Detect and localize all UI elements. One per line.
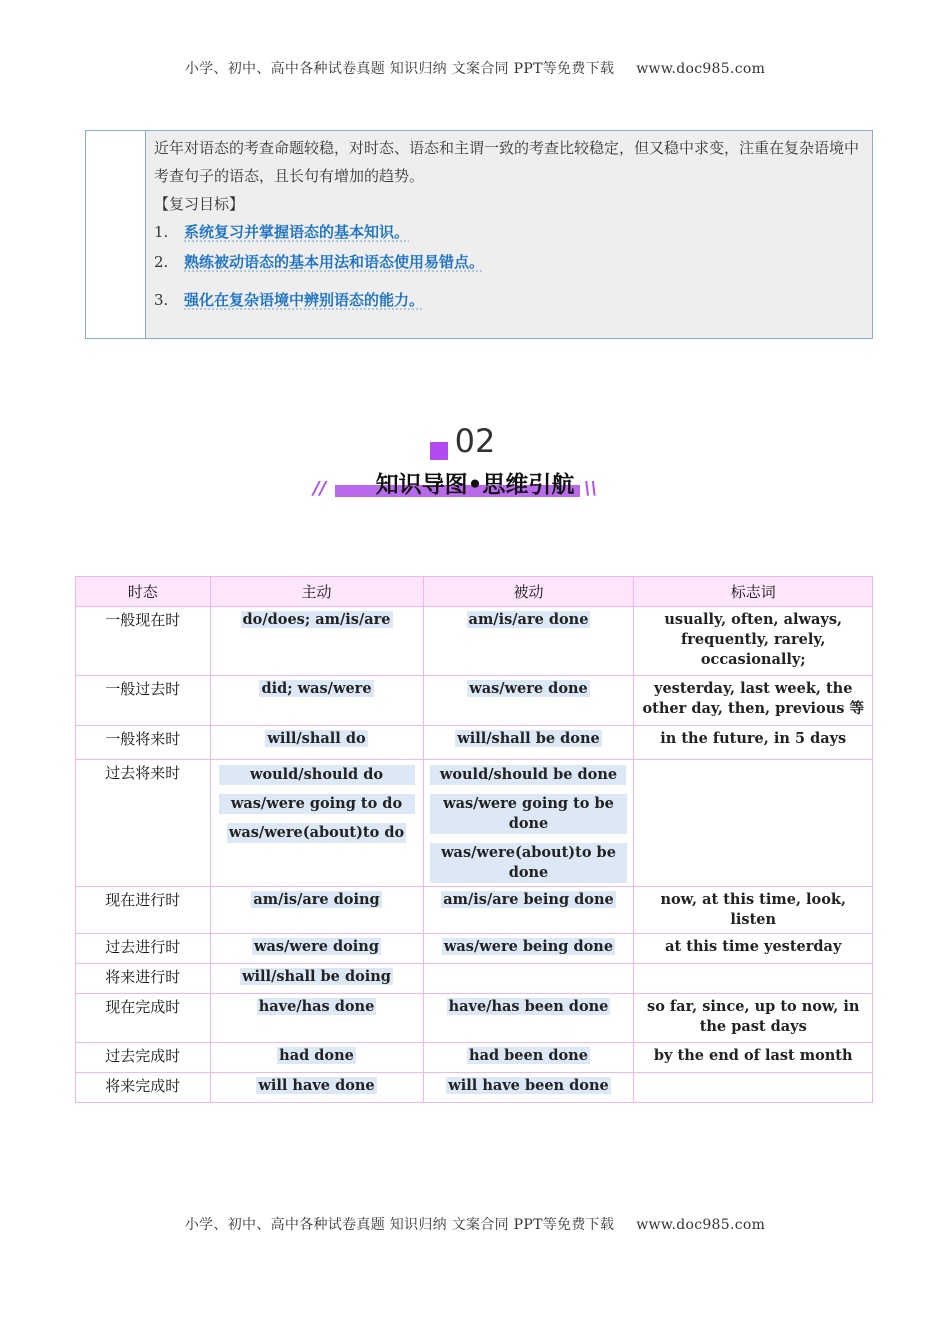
active-form-text: do/does; am/is/are xyxy=(242,611,391,628)
marker-words: at this time yesterday xyxy=(634,934,873,964)
review-goals-title: 【复习目标】 xyxy=(154,195,245,213)
marker-words: so far, since, up to now, in the past days xyxy=(634,994,873,1043)
passive-form xyxy=(423,1043,634,1073)
active-form xyxy=(210,760,423,887)
review-box-content xyxy=(146,131,872,338)
tense-name: 过去将来时 xyxy=(76,760,211,887)
passive-form xyxy=(423,760,634,887)
table-row xyxy=(76,934,873,964)
tense-name: 过去进行时 xyxy=(76,934,211,964)
active-form xyxy=(210,994,423,1043)
review-goal xyxy=(154,248,864,276)
active-form-text: am/is/are doing xyxy=(253,891,380,908)
review-box xyxy=(85,130,873,339)
table-row xyxy=(76,887,873,934)
passive-form-text: will/shall be done xyxy=(457,730,600,747)
active-form-text: will have done xyxy=(258,1077,375,1094)
active-form xyxy=(210,934,423,964)
review-intro: 近年对语态的考查命题较稳，对时态、语态和主谓一致的考查比较稳定，但又稳中求变，注重在复杂语境中考查句子的语态，且长句有增加的趋势。 xyxy=(154,139,860,185)
active-form xyxy=(210,676,423,726)
table-row xyxy=(76,760,873,887)
table-row xyxy=(76,607,873,676)
marker-words: in the future, in 5 days xyxy=(634,726,873,760)
passive-form-list xyxy=(430,763,628,883)
footer-text: 小学、初中、高中各种试卷真题 知识归纳 文案合同 PPT等免费下载 xyxy=(184,1217,615,1233)
active-form-text: would/should do xyxy=(219,765,415,785)
tense-name: 过去完成时 xyxy=(76,1043,211,1073)
tense-table xyxy=(75,576,873,1103)
section-title xyxy=(0,466,950,499)
decor-slash-left: // xyxy=(313,478,327,499)
passive-form-text: would/should be done xyxy=(430,765,626,785)
header-active: 主动 xyxy=(210,577,423,607)
marker-words: by the end of last month xyxy=(634,1043,873,1073)
passive-form xyxy=(423,726,634,760)
footer-url[interactable]: www.doc985.com xyxy=(636,1217,766,1233)
goal-text: 熟练被动语态的基本用法和语态使用易错点。 xyxy=(184,253,485,271)
review-goal xyxy=(154,218,864,246)
tense-name: 一般将来时 xyxy=(76,726,211,760)
passive-form xyxy=(423,934,634,964)
passive-form-text: was/were going to be done xyxy=(430,794,628,834)
table-row xyxy=(76,1043,873,1073)
passive-form-text: was/were(about)to be done xyxy=(430,843,628,883)
passive-form xyxy=(423,887,634,934)
tense-name: 一般过去时 xyxy=(76,676,211,726)
active-form xyxy=(210,1073,423,1103)
passive-form-text: am/is/are being done xyxy=(443,891,614,908)
marker-words: now, at this time, look, listen xyxy=(634,887,873,934)
table-row xyxy=(76,726,873,760)
marker-words: yesterday, last week, the other day, then, previous 等 xyxy=(634,676,873,726)
active-form-text: had done xyxy=(279,1047,354,1064)
passive-form-text: will have been done xyxy=(448,1077,609,1094)
passive-form xyxy=(423,607,634,676)
passive-form-text: have/has been done xyxy=(448,998,609,1015)
section-number-accent xyxy=(430,442,448,460)
active-form xyxy=(210,607,423,676)
section-number xyxy=(0,422,950,460)
passive-form-text: was/were done xyxy=(469,680,588,697)
passive-form-text: had been done xyxy=(469,1047,588,1064)
header-url[interactable]: www.doc985.com xyxy=(636,61,766,77)
decor-slash-right: \\ xyxy=(584,478,598,499)
tense-name: 将来进行时 xyxy=(76,964,211,994)
table-row xyxy=(76,1073,873,1103)
active-form-text: was/were going to do xyxy=(219,794,415,814)
marker-words xyxy=(634,1073,873,1103)
table-row xyxy=(76,964,873,994)
active-form-text: did; was/were xyxy=(261,680,372,697)
active-form-list xyxy=(217,763,417,843)
header-passive: 被动 xyxy=(423,577,634,607)
active-form xyxy=(210,726,423,760)
active-form xyxy=(210,1043,423,1073)
table-header-row xyxy=(76,577,873,607)
passive-form xyxy=(423,964,634,994)
active-form-text: will/shall do xyxy=(267,730,366,747)
active-form-text: was/were(about)to do xyxy=(228,824,405,841)
header-markers: 标志词 xyxy=(634,577,873,607)
active-form xyxy=(210,964,423,994)
passive-form xyxy=(423,676,634,726)
marker-words: usually, often, always, frequently, rarely, occasionally; xyxy=(634,607,873,676)
tense-name: 现在进行时 xyxy=(76,887,211,934)
marker-words xyxy=(634,964,873,994)
section-title-text: 知识导图•思维引航 xyxy=(375,472,575,498)
goal-text: 系统复习并掌握语态的基本知识。 xyxy=(184,223,410,241)
header-text: 小学、初中、高中各种试卷真题 知识归纳 文案合同 PPT等免费下载 xyxy=(184,61,615,77)
tense-name: 将来完成时 xyxy=(76,1073,211,1103)
goal-text: 强化在复杂语境中辨别语态的能力。 xyxy=(184,291,425,309)
review-box-label-column xyxy=(86,131,146,338)
page-header xyxy=(0,58,950,78)
active-form-text: will/shall be doing xyxy=(242,968,391,985)
passive-form-text: am/is/are done xyxy=(468,611,589,628)
goal-number: 2. xyxy=(154,253,169,271)
passive-form xyxy=(423,994,634,1043)
page-footer xyxy=(0,1214,950,1234)
active-form-text: was/were doing xyxy=(254,938,379,955)
goal-number: 3. xyxy=(154,291,169,309)
tense-name: 现在完成时 xyxy=(76,994,211,1043)
review-goal xyxy=(154,286,864,314)
passive-form-text: was/were being done xyxy=(443,938,614,955)
table-row xyxy=(76,994,873,1043)
tense-name: 一般现在时 xyxy=(76,607,211,676)
active-form xyxy=(210,887,423,934)
passive-form xyxy=(423,1073,634,1103)
header-tense: 时态 xyxy=(76,577,211,607)
marker-words xyxy=(634,760,873,887)
goal-number: 1. xyxy=(154,223,169,241)
section-number-text: 02 xyxy=(454,422,496,460)
table-row xyxy=(76,676,873,726)
active-form-text: have/has done xyxy=(258,998,375,1015)
